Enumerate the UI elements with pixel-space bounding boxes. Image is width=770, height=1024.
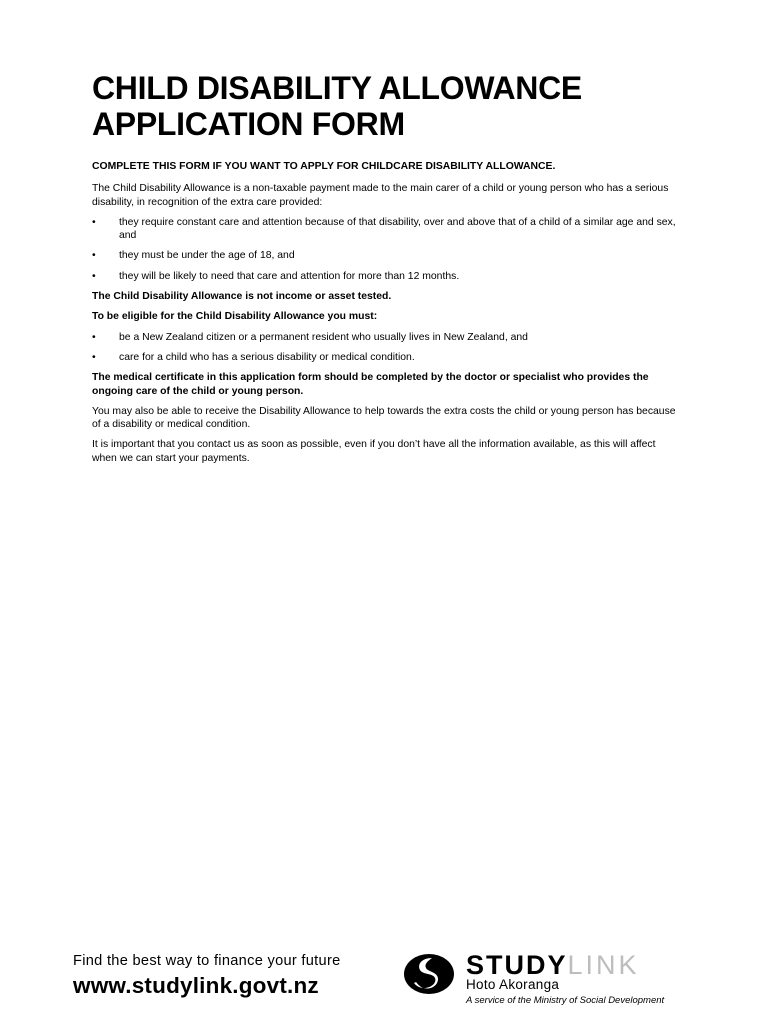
page-title [92, 70, 692, 142]
bullet-text: they must be under the age of 18, and [119, 250, 295, 262]
footer-tagline: Find the best way to finance your future [73, 953, 341, 969]
title-line-1: CHILD DISABILITY ALLOWANCE [92, 70, 582, 106]
list-item [92, 249, 682, 262]
bullet-icon: • [92, 250, 96, 262]
title-line-2: APPLICATION FORM [92, 106, 405, 142]
bullet-icon: • [92, 270, 96, 282]
brand-name-secondary: LINK [567, 950, 640, 980]
footer-promo [73, 952, 383, 1000]
bullet-text: they require constant care and attention because of that disability, over and above that of a child of a similar age and sex, and [119, 216, 676, 242]
studylink-logo-icon [402, 952, 456, 996]
brand-subtitle: Hoto Akoranga [466, 977, 560, 992]
contact-note: It is important that you contact us as soon as possible, even if you don’t have all the information available, as this will affect when we can start your payments. [92, 439, 656, 464]
list-item [92, 351, 682, 364]
medical-certificate-note: The medical certificate in this application form should be completed by the doctor or specialist who provides the ongoing care of the child or young person. [92, 372, 649, 397]
form-intro [92, 160, 682, 472]
bullet-icon: • [92, 216, 96, 228]
lead-instruction: COMPLETE THIS FORM IF YOU WANT TO APPLY FOR CHILDCARE DISABILITY ALLOWANCE. [92, 161, 556, 172]
ministry-credit: A service of the Ministry of Social Development [466, 995, 665, 1006]
bullet-text: be a New Zealand citizen or a permanent resident who usually lives in New Zealand, and [119, 331, 528, 343]
list-item [92, 331, 682, 344]
bullet-icon: • [92, 331, 96, 343]
website-link[interactable]: www.studylink.govt.nz [73, 973, 319, 998]
brand-name-primary: STUDY [466, 950, 568, 980]
eligibility-heading: To be eligible for the Child Disability Allowance you must: [92, 311, 378, 323]
studylink-brand [402, 950, 702, 1010]
bullet-text: care for a child who has a serious disability or medical condition. [119, 351, 415, 363]
list-item [92, 216, 682, 243]
bullet-icon: • [92, 351, 96, 363]
bullet-text: they will be likely to need that care and attention for more than 12 months. [119, 270, 460, 282]
brand-wordmark [466, 950, 640, 980]
intro-paragraph: The Child Disability Allowance is a non-taxable payment made to the main carer of a child or young person who has a serious disability, in recognition of the extra care provided: [92, 183, 669, 208]
disability-allowance-note: You may also be able to receive the Disability Allowance to help towards the extra costs the child or young person has because of a disability or medical condition. [92, 405, 676, 431]
not-tested-note: The Child Disability Allowance is not income or asset tested. [92, 291, 392, 303]
list-item [92, 270, 682, 283]
